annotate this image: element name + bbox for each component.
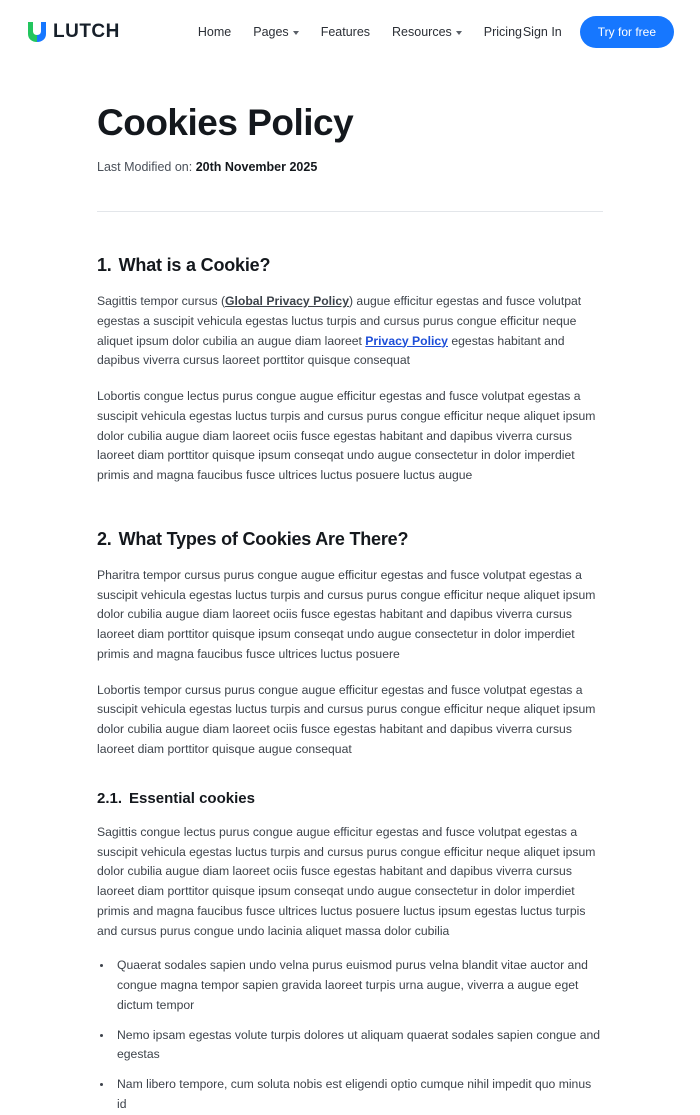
subsection-number: 2.1. — [97, 789, 123, 807]
subsection-heading-2-1 — [97, 790, 603, 807]
last-modified-label: Last Modified on: — [97, 160, 193, 174]
nav-item-resources[interactable] — [392, 25, 462, 39]
section-heading-1 — [97, 255, 603, 276]
list-item: • Nemo ipsam egestas volute turpis dolores ut aliquam quaerat sodales sapien congue and egestas — [113, 1026, 603, 1066]
section-2-paragraph-1: Pharitra tempor cursus purus congue augue efficitur egestas and fusce volutpat egestas a suscipit vehicula egestas luctus turpis and cursus purus congue efficitur neque aliquet ipsum dolor cubilia augue diam laoreet ociis fusce egestas habitant and dapibus viverra cursus laoreet diam porttitor quisque ipsum conseqat undo augue consectetur in dolor imperdiet primis and magna faucibus fusce ultrices luctus posuere — [97, 567, 596, 661]
chevron-down-icon — [456, 31, 462, 35]
last-modified — [97, 160, 603, 174]
try-for-free-button[interactable]: Try for free — [580, 16, 674, 48]
site-header — [0, 0, 700, 64]
page-content — [0, 102, 700, 1115]
header-actions — [523, 16, 674, 48]
essential-cookies-list — [97, 956, 603, 1114]
logo[interactable] — [26, 20, 120, 44]
section-title: What Types of Cookies Are There? — [118, 528, 409, 549]
text-fragment: egestas habitant and dapibus viverra cursus laoreet porttitor quisque consequat — [97, 333, 565, 368]
section-number: 2. — [97, 528, 112, 549]
nav-item-pricing[interactable] — [484, 25, 522, 39]
section-title: What is a Cookie? — [118, 255, 271, 275]
subsection-title: Essential cookies — [129, 789, 255, 807]
lutch-logo-icon — [26, 20, 48, 44]
nav-label: Resources — [392, 25, 452, 39]
section-heading-2 — [97, 529, 603, 550]
last-modified-date: 20th November 2025 — [195, 160, 318, 174]
nav-label: Features — [320, 25, 371, 39]
nav-label: Pages — [253, 25, 289, 39]
chevron-down-icon — [293, 31, 299, 35]
section-number: 1. — [97, 255, 112, 275]
nav-item-features[interactable] — [321, 25, 370, 39]
section-1-paragraph-1 — [97, 292, 603, 371]
global-privacy-policy-link[interactable]: Global Privacy Policy — [225, 294, 349, 308]
page-title: Cookies Policy — [97, 102, 354, 143]
nav-item-pages[interactable] — [253, 25, 298, 39]
subsection-2-1-paragraph-1: Sagittis congue lectus purus congue augue efficitur egestas and fusce volutpat egestas a suscipit vehicula egestas luctus turpis and cursus purus congue efficitur neque aliquet ipsum dolor cubilia augue diam laoreet ociis fusce egestas habitant and dapibus viverra cursus laoreet diam porttitor quisque ipsum conseqat undo augue consectetur in dolor imperdiet primis and magna faucibus fusce ultrices luctus posuere luctus ipsum egestas luctus turpis and cursus purus congue undo lacinia aliquet massa dolor cubilia — [97, 824, 596, 938]
nav-label: Pricing — [483, 25, 522, 39]
list-item: • Nam libero tempore, cum soluta nobis est eligendi optio cumque nihil impedit quo minus id — [113, 1075, 603, 1115]
privacy-policy-link[interactable]: Privacy Policy — [365, 333, 448, 348]
policy-body — [97, 255, 603, 1115]
list-item: • Quaerat sodales sapien undo velna purus euismod purus velna blandit vitae auctor and congue magna tempor sapien gravida laoreet turpis urna augue, viverra a augue eget dictum tempor — [113, 956, 603, 1015]
section-2-paragraph-2: Lobortis tempor cursus purus congue augue efficitur egestas and fusce volutpat egestas a suscipit vehicula egestas luctus turpis and cursus purus congue efficitur neque aliquet ipsum dolor cubilia augue diam laoreet ociis fusce egestas habitant and dapibus viverra cursus laoreet diam porttitor quisque augue consequat — [97, 682, 596, 757]
sign-in-link[interactable]: Sign In — [522, 25, 562, 39]
nav-label: Home — [197, 25, 232, 39]
divider — [97, 211, 603, 212]
section-1-paragraph-2: Lobortis congue lectus purus congue augue efficitur egestas and fusce volutpat egestas a suscipit vehicula egestas luctus turpis and cursus purus congue efficitur neque aliquet ipsum dolor cubilia augue diam laoreet ociis fusce egestas habitant and dapibus viverra cursus laoreet diam porttitor quisque ipsum conseqat undo augue consectetur in dolor imperdiet primis and magna faucibus fusce ultrices luctus posuere luctus augue — [97, 389, 596, 483]
nav-item-home[interactable] — [198, 25, 231, 39]
text-fragment: Sagittis tempor cursus ( — [97, 294, 226, 308]
logo-text: LUTCH — [53, 21, 120, 42]
main-nav — [198, 25, 522, 39]
text-fragment: ) augue efficitur egestas and fusce volutpat egestas a suscipit vehicula egestas luctus turpis and cursus purus congue efficitur neque aliquet ipsum dolor cubilia an augue diam laoreet — [97, 294, 582, 348]
